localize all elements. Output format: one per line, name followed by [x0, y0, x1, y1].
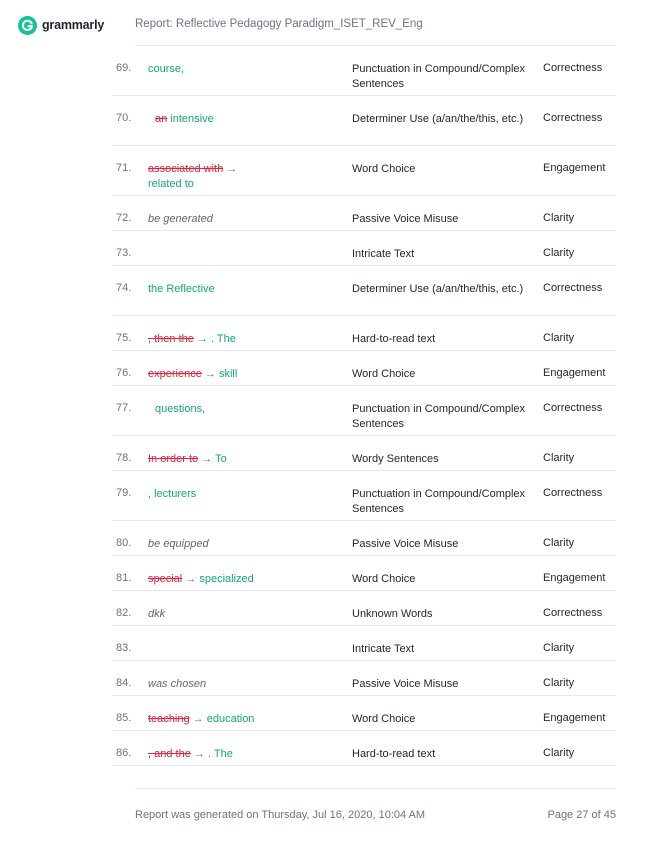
table-row [112, 231, 616, 266]
issue-category: Clarity [543, 747, 575, 759]
issue-category: Engagement [543, 712, 606, 724]
grammarly-g-icon [18, 16, 37, 35]
suggestion-text [148, 212, 338, 227]
table-row [112, 316, 616, 351]
row-number: 70. [116, 112, 132, 124]
table-row [112, 626, 616, 661]
table-row [112, 46, 616, 96]
row-number: 75. [116, 332, 132, 344]
row-number: 86. [116, 747, 132, 759]
flagged-text: be generated [148, 213, 213, 225]
issue-category: Clarity [543, 677, 575, 689]
table-row [112, 591, 616, 626]
issue-category: Engagement [543, 367, 606, 379]
table-row [112, 661, 616, 696]
issue-type: Word Choice [352, 163, 416, 175]
deleted-text: special [148, 573, 183, 585]
row-number: 73. [116, 247, 132, 259]
issue-category: Clarity [543, 452, 575, 464]
arrow-right-icon: → [226, 163, 238, 175]
issue-type: Word Choice [352, 713, 416, 725]
inserted-text: the Reflective [148, 283, 215, 295]
row-number: 80. [116, 537, 132, 549]
suggestions-table [112, 46, 616, 766]
table-row [112, 146, 616, 196]
issue-type: Word Choice [352, 573, 416, 585]
issue-type: Punctuation in Compound/Complex Sentences [352, 403, 526, 430]
issue-type: Unknown Words [352, 608, 433, 620]
table-row [112, 386, 616, 436]
suggestion-text [148, 487, 338, 502]
deleted-text: experience [148, 368, 202, 380]
issue-type: Passive Voice Misuse [352, 678, 459, 690]
issue-category: Correctness [543, 112, 603, 124]
issue-type: Word Choice [352, 368, 416, 380]
issue-type: Punctuation in Compound/Complex Sentences [352, 63, 526, 90]
table-row [112, 351, 616, 386]
row-number: 84. [116, 677, 132, 689]
issue-type: Hard-to-read text [352, 748, 436, 760]
suggestion-text [148, 367, 338, 382]
row-number: 72. [116, 212, 132, 224]
issue-category: Clarity [543, 537, 575, 549]
flagged-text: be equipped [148, 538, 209, 550]
row-number: 85. [116, 712, 132, 724]
row-number: 78. [116, 452, 132, 464]
inserted-text: course, [148, 63, 185, 75]
inserted-text: questions, [155, 403, 206, 415]
issue-category: Engagement [543, 572, 606, 584]
arrow-right-icon: → [204, 368, 216, 380]
inserted-text: skill [218, 368, 238, 380]
issue-category: Correctness [543, 282, 603, 294]
table-row [112, 96, 616, 146]
suggestion-text [148, 712, 338, 727]
row-number: 79. [116, 487, 132, 499]
issue-category: Clarity [543, 212, 575, 224]
table-row [112, 556, 616, 591]
deleted-text: teaching [148, 713, 190, 725]
issue-type: Passive Voice Misuse [352, 213, 459, 225]
issue-category: Clarity [543, 642, 575, 654]
suggestion-text [148, 112, 338, 127]
issue-category: Clarity [543, 332, 575, 344]
arrow-right-icon: → [196, 333, 208, 345]
arrow-right-icon: → [193, 748, 205, 760]
issue-category: Engagement [543, 162, 606, 174]
inserted-text: education [206, 713, 255, 725]
suggestion-text [148, 332, 338, 347]
deleted-text: associated with [148, 163, 224, 175]
issue-type: Passive Voice Misuse [352, 538, 459, 550]
issue-type: Determiner Use (a/an/the/this, etc.) [352, 283, 524, 295]
deleted-text: an [155, 113, 168, 125]
issue-type: Wordy Sentences [352, 453, 439, 465]
suggestion-text [148, 537, 338, 552]
inserted-text: intensive [170, 113, 214, 125]
table-row [112, 196, 616, 231]
suggestion-text [148, 607, 338, 622]
row-number: 71. [116, 162, 132, 174]
issue-type: Punctuation in Compound/Complex Sentences [352, 488, 526, 515]
issue-category: Correctness [543, 487, 603, 499]
inserted-text: , lecturers [148, 488, 197, 500]
suggestion-text [148, 162, 338, 192]
issue-category: Correctness [543, 607, 603, 619]
table-row [112, 521, 616, 556]
issue-type: Hard-to-read text [352, 333, 436, 345]
row-number: 77. [116, 402, 132, 414]
table-row [112, 696, 616, 731]
suggestion-text [148, 747, 338, 762]
issue-category: Correctness [543, 62, 603, 74]
row-number: 83. [116, 642, 132, 654]
inserted-text: . The [211, 333, 236, 345]
issue-type: Intricate Text [352, 248, 415, 260]
issue-type: Intricate Text [352, 643, 415, 655]
deleted-text: In order to [148, 453, 199, 465]
arrow-right-icon: → [185, 573, 197, 585]
table-row [112, 266, 616, 316]
flagged-text: dkk [148, 608, 166, 620]
inserted-text: specialized [199, 573, 254, 585]
suggestion-text [148, 452, 338, 467]
suggestion-text [148, 677, 338, 692]
page-number: Page 27 of 45 [547, 809, 616, 821]
suggestion-text [148, 402, 338, 417]
grammarly-logo [18, 15, 104, 35]
suggestion-text [148, 282, 338, 297]
report-title: Report: Reflective Pedagogy Paradigm_ISET_REV_Eng [135, 18, 423, 30]
row-number: 76. [116, 367, 132, 379]
issue-type: Determiner Use (a/an/the/this, etc.) [352, 113, 524, 125]
arrow-right-icon: → [201, 453, 213, 465]
row-number: 69. [116, 62, 132, 74]
suggestion-text [148, 572, 338, 587]
inserted-text: . The [207, 748, 233, 760]
deleted-text: , then the [148, 333, 194, 345]
row-number: 82. [116, 607, 132, 619]
row-number: 81. [116, 572, 132, 584]
report-header [0, 0, 650, 48]
footer-divider [135, 788, 616, 789]
deleted-text: , and the [148, 748, 191, 760]
inserted-text: related to [148, 178, 194, 190]
arrow-right-icon: → [192, 713, 204, 725]
flagged-text: was chosen [148, 678, 207, 690]
table-row [112, 471, 616, 521]
table-row [112, 731, 616, 766]
inserted-text: To [215, 453, 227, 465]
table-row [112, 436, 616, 471]
row-number: 74. [116, 282, 132, 294]
generated-date: Report was generated on Thursday, Jul 16, 2020, 10:04 AM [135, 809, 426, 821]
suggestion-text [148, 62, 338, 77]
issue-category: Clarity [543, 247, 575, 259]
brand-name: grammarly [42, 18, 105, 32]
issue-category: Correctness [543, 402, 603, 414]
